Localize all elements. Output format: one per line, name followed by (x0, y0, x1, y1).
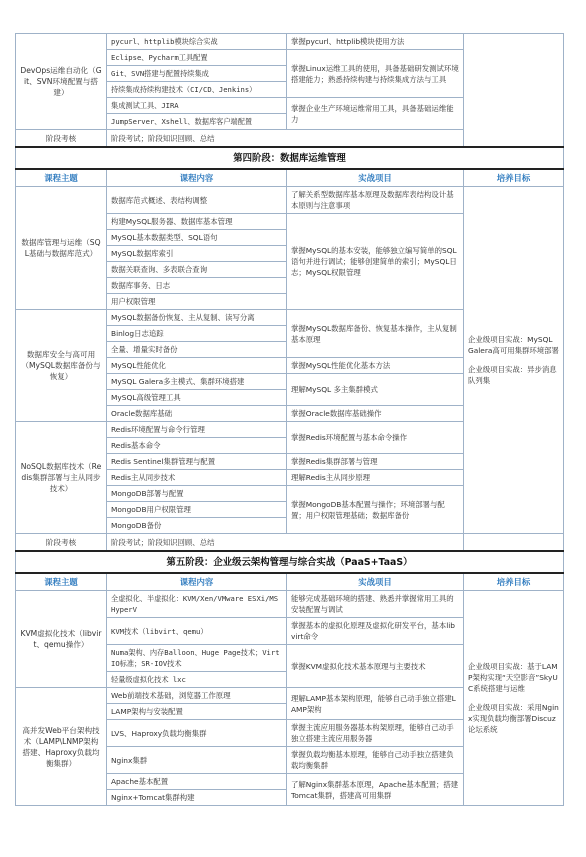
content-cell: 轻量级虚拟化技术 lxc (107, 672, 287, 688)
content-cell: 全虚拟化、半虚拟化：KVM/Xen/VMware ESXi/MS HyperV (107, 591, 287, 618)
content-cell: Numa架构、内存Balloon、Huge Page技术；VirtIO标准；SR-IOV技术 (107, 645, 287, 672)
exam-row (16, 534, 564, 552)
content-cell: KVM技术（libvirt、qemu） (107, 618, 287, 645)
header-row (16, 169, 564, 187)
exam-content: 阶段考试；阶段知识回顾、总结 (107, 130, 464, 148)
project-cell: 掌握Oracle数据库基础操作 (287, 406, 464, 422)
content-cell: Redis主从同步技术 (107, 470, 287, 486)
exam-content: 阶段考试；阶段知识回顾、总结 (107, 534, 464, 552)
project-cell: 掌握KVM虚拟化技术基本原理与主要技术 (287, 645, 464, 688)
topic-label: DevOps运维自动化（Git、SVN环境配置与搭建） (20, 66, 102, 97)
exam-label: 阶段考核 (16, 130, 107, 148)
stage4-title: 第四阶段：数据库运维管理 (16, 147, 564, 169)
goal-cell (464, 591, 564, 806)
goal-text-2: 企业级项目实战：采用Nginx实现负载均衡部署Discuz论坛系统 (468, 703, 559, 734)
header-row (16, 573, 564, 591)
header-topic: 课程主题 (16, 573, 107, 591)
content-cell: Eclipse、Pycharm工具配置 (107, 50, 287, 66)
header-goal: 培养目标 (464, 573, 564, 591)
project-cell: 理解LAMP基本架构原理，能够自己动手独立搭建LAMP架构 (287, 688, 464, 720)
content-cell: MongoDB用户权限管理 (107, 502, 287, 518)
content-cell: 用户权限管理 (107, 294, 287, 310)
header-content: 课程内容 (107, 169, 287, 187)
project-cell: 理解MySQL 多主集群模式 (287, 374, 464, 406)
content-cell: Nginx+Tomcat集群构建 (107, 790, 287, 806)
project-cell: 了解关系型数据库基本原理及数据库表结构设计基本原则与注意事项 (287, 187, 464, 214)
content-cell: MySQL数据库索引 (107, 246, 287, 262)
topic-cell: KVM虚拟化技术（libvirt、qemu操作） (16, 591, 107, 688)
goal-text-1: 企业级项目实战：基于LAMP架构实现“天空影音”SkyUC系统搭建与运维 (468, 662, 558, 693)
project-cell: 掌握企业生产环境运维常用工具，具备基础运维能力 (287, 98, 464, 130)
content-cell: Redis环境配置与命令行管理 (107, 422, 287, 438)
header-project: 实战项目 (287, 573, 464, 591)
content-cell: MongoDB备份 (107, 518, 287, 534)
content-cell: 持续集成持续构建技术（CI/CD、Jenkins） (107, 82, 287, 98)
content-cell: MySQL基本数据类型、SQL语句 (107, 230, 287, 246)
project-cell: 能够完成基础环境的搭建、熟悉并掌握常用工具的安装配置与调试 (287, 591, 464, 618)
table-row (16, 591, 564, 618)
content-cell: Apache基本配置 (107, 774, 287, 790)
project-cell: 掌握MySQL数据库备份、恢复基本操作，主从复制基本原理 (287, 310, 464, 358)
table-row (16, 187, 564, 214)
header-content: 课程内容 (107, 573, 287, 591)
header-goal: 培养目标 (464, 169, 564, 187)
content-cell: 全量、增量实时备份 (107, 342, 287, 358)
content-cell: MySQL高级管理工具 (107, 390, 287, 406)
project-cell: 掌握MySQL的基本安装，能够独立编写简单的SQL语句并进行调试；能够创建简单的索引；MySQL日志；MySQL权限管理 (287, 214, 464, 310)
content-cell: Redis Sentinel集群管理与配置 (107, 454, 287, 470)
content-cell: Nginx集群 (107, 747, 287, 774)
content-cell: Git、SVN搭建与配置持续集成 (107, 66, 287, 82)
header-topic: 课程主题 (16, 169, 107, 187)
header-project: 实战项目 (287, 169, 464, 187)
content-cell: LAMP架构与安装配置 (107, 704, 287, 720)
content-cell: MongoDB部署与配置 (107, 486, 287, 502)
project-cell: 掌握Linux运维工具的使用，具备基础研发测试环境搭建能力；熟悉持续构建与持续集成方法与工具 (287, 50, 464, 98)
content-cell: Redis基本命令 (107, 438, 287, 454)
content-cell: Oracle数据库基础 (107, 406, 287, 422)
goal-text-2: 企业级项目实战：异步消息队列集 (468, 365, 557, 385)
content-cell: JumpServer、Xshell、数据库客户端配置 (107, 114, 287, 130)
project-cell: 掌握Redis环境配置与基本命令操作 (287, 422, 464, 454)
content-cell: 构建MySQL服务器、数据库基本管理 (107, 214, 287, 230)
content-cell: MySQL性能优化 (107, 358, 287, 374)
goal-cell (464, 187, 564, 534)
content-cell: MySQL数据备份恢复、主从复制、读写分离 (107, 310, 287, 326)
goal-cell (464, 534, 564, 552)
content-cell: MySQL Galera多主模式、集群环境搭建 (107, 374, 287, 390)
goal-text-1: 企业级项目实战：MySQL Galera高可用集群环境部署 (468, 335, 559, 355)
content-cell: Web前端技术基础，浏览器工作原理 (107, 688, 287, 704)
content-cell: 集成测试工具、JIRA (107, 98, 287, 114)
project-cell: 掌握MySQL性能优化基本方法 (287, 358, 464, 374)
topic-cell (16, 34, 107, 130)
project-cell: 掌握Redis集群部署与管理 (287, 454, 464, 470)
project-cell: 理解Redis主从同步原理 (287, 470, 464, 486)
topic-cell: 数据库安全与高可用（MySQL数据库备份与恢复） (16, 310, 107, 422)
content-cell: 数据关联查询、多表联合查询 (107, 262, 287, 278)
project-cell: 了解Nginx集群基本原理，Apache基本配置；搭建Tomcat集群，搭建高可用集群 (287, 774, 464, 806)
content-cell: Binlog日志追踪 (107, 326, 287, 342)
curriculum-page (15, 33, 563, 806)
goal-cell (464, 34, 564, 148)
project-cell: 掌握pycurl、httplib模块使用方法 (287, 34, 464, 50)
stage-title-row (16, 147, 564, 169)
topic-cell: NoSQL数据库技术（Redis集群部署与主从同步技术） (16, 422, 107, 534)
content-cell: 数据库范式概述、表结构调整 (107, 187, 287, 214)
exam-label: 阶段考核 (16, 534, 107, 552)
curriculum-table (15, 33, 564, 806)
table-row (16, 34, 564, 50)
content-cell: LVS、Haproxy负载均衡集群 (107, 720, 287, 747)
topic-cell: 数据库管理与运维（SQL基础与数据库范式） (16, 187, 107, 310)
content-cell: pycurl、httplib模块综合实战 (107, 34, 287, 50)
stage-title-row (16, 551, 564, 573)
project-cell: 掌握基本的虚拟化原理及虚拟化研发平台，基本libvirt命令 (287, 618, 464, 645)
project-cell: 掌握负载均衡基本原理，能够自己动手独立搭建负载均衡集群 (287, 747, 464, 774)
stage5-title: 第五阶段：企业级云架构管理与综合实战（PaaS+TaaS） (16, 551, 564, 573)
project-cell: 掌握主流应用服务器基本构架原理，能够自己动手独立搭建主流应用服务器 (287, 720, 464, 747)
topic-cell: 高并发Web平台架构技术（LAMP\LNMP架构搭建、Haproxy负载均衡集群） (16, 688, 107, 806)
content-cell: 数据库事务、日志 (107, 278, 287, 294)
project-cell: 掌握MongoDB基本配置与操作；环境部署与配置；用户权限管理基础；数据库备份 (287, 486, 464, 534)
